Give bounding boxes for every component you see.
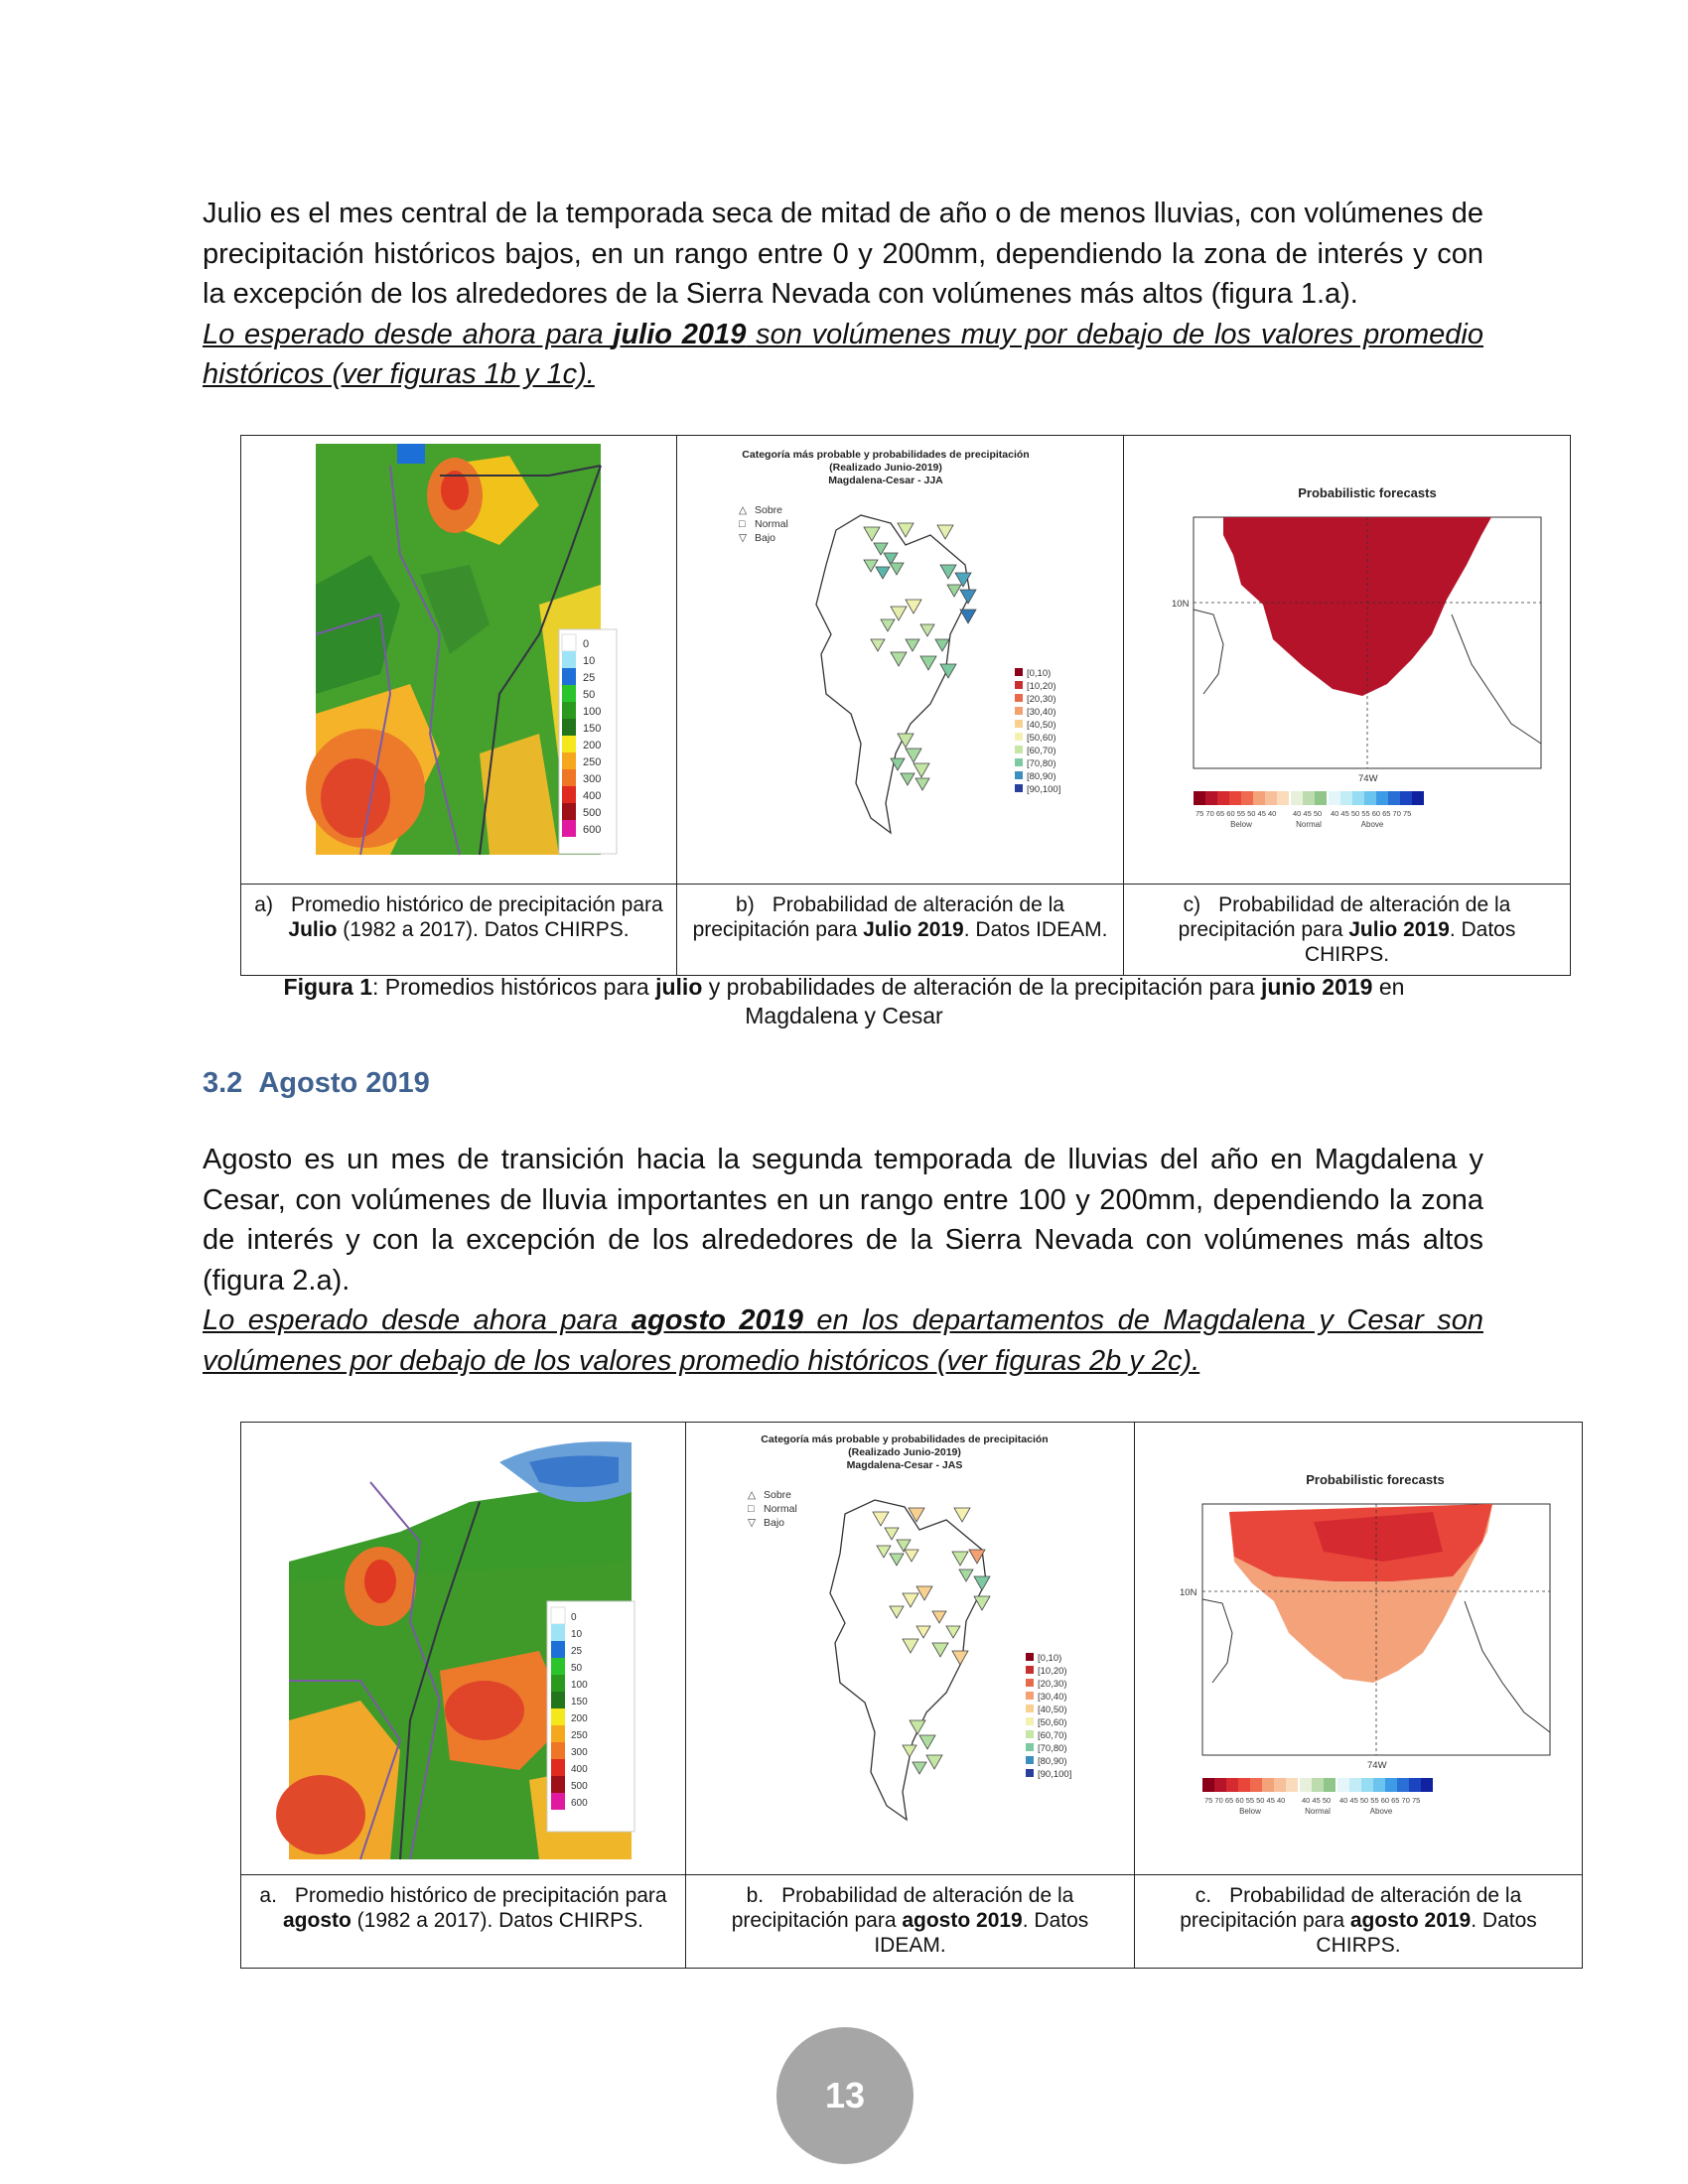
fig1-probabilistic-forecast-map: [1124, 436, 1570, 879]
fig1-b-bin-swatches: [1015, 668, 1023, 792]
fig2-legend-50: 50: [571, 1663, 583, 1674]
fig2-b-title3: Magdalena-Cesar - JAS: [846, 1459, 963, 1471]
fig2-legend-swatches: [551, 1607, 565, 1810]
fig1-legend-10: 10: [583, 655, 596, 667]
fig1-b-bin-1: [10,20): [1027, 681, 1056, 692]
fig2-map-c-cell: [1135, 1423, 1583, 1875]
fig1-legend-500: 500: [583, 807, 602, 819]
fig1-caption-b: b) Probabilidad de alteración de la precipitación para Julio 2019. Datos IDEAM.: [677, 885, 1124, 976]
fig2-b-sym-sobre: Sobre: [764, 1489, 792, 1501]
fig2-b-bin-1: [10,20): [1038, 1666, 1067, 1677]
fig1-legend-25: 25: [583, 672, 596, 684]
fig1-b-sym-normal-icon: □: [739, 518, 746, 530]
fig2-b-bin-3: [30,40): [1038, 1692, 1067, 1703]
figure-1-table: [240, 435, 1571, 976]
fig2-b-sym-bajo-icon: ▽: [748, 1517, 757, 1529]
fig1-b-bin-9: [90,100]: [1027, 784, 1061, 795]
fig2-probability-map-ideam: [686, 1423, 1134, 1869]
fig1-c-below-label: Below: [1230, 820, 1252, 829]
fig2-legend-100: 100: [571, 1680, 588, 1691]
fig2-c-lon: 74W: [1367, 1760, 1387, 1771]
fig1-b-bin-6: [60,70): [1027, 746, 1056, 756]
fig2-c-above-label: Above: [1369, 1807, 1393, 1816]
fig1-b-bin-8: [80,90): [1027, 771, 1056, 782]
fig1-c-lon: 74W: [1358, 773, 1378, 784]
fig2-b-bin-8: [80,90): [1038, 1756, 1067, 1767]
fig1-b-bin-0: [0,10): [1027, 668, 1052, 679]
fig1-b-bin-2: [20,30): [1027, 694, 1056, 705]
fig2-legend-250: 250: [571, 1730, 588, 1741]
fig1-b-bin-4: [40,50): [1027, 720, 1056, 731]
fig1-legend-400: 400: [583, 790, 602, 802]
fig2-b-bin-5: [50,60): [1038, 1717, 1067, 1728]
figure-1-caption: Figura 1: Promedios históricos para julio y probabilidades de alteración de la precipitación para junio 2019 en Magdalena y Cesar: [283, 974, 1405, 1028]
fig2-legend-25: 25: [571, 1646, 583, 1657]
figure-2-table: [240, 1422, 1583, 1969]
fig2-b-sym-sobre-icon: △: [748, 1489, 757, 1501]
fig1-map-c-cell: [1124, 436, 1571, 885]
page-number: 13: [776, 2027, 914, 2164]
fig2-caption-a: a. Promedio histórico de precipitación para agosto (1982 a 2017). Datos CHIRPS.: [241, 1875, 686, 1969]
agosto-text: Agosto es un mes de transición hacia la segunda temporada de lluvias del año en Magdalena y Cesar, con volúmenes de lluvia importantes en un rango entre 100 y 200mm, dependiendo la zona de interés y con la excepción de los alrededores de la Sierra Nevada con volúmenes más altos (figura 2.a).: [203, 1144, 1483, 1297]
fig1-c-lat: 10N: [1172, 599, 1190, 610]
fig1-map-b-cell: [677, 436, 1124, 885]
fig2-c-normal-scale: 40 45 50: [1302, 1796, 1332, 1805]
fig2-b-title1: Categoría más probable y probabilidades de precipitación: [761, 1433, 1049, 1445]
fig1-precip-history-map: [241, 436, 676, 879]
fig1-caption-a: a) Promedio histórico de precipitación para Julio (1982 a 2017). Datos CHIRPS.: [241, 885, 677, 976]
fig2-b-title2: (Realizado Junio-2019): [848, 1446, 961, 1458]
fig2-caption-c: c. Probabilidad de alteración de la precipitación para agosto 2019. Datos CHIRPS.: [1135, 1875, 1583, 1969]
fig2-c-title: Probabilistic forecasts: [1306, 1472, 1445, 1487]
fig1-legend-50: 50: [583, 689, 596, 701]
fig1-b-bin-3: [30,40): [1027, 707, 1056, 718]
fig1-c-above-label: Above: [1360, 820, 1384, 829]
fig1-legend-200: 200: [583, 740, 602, 751]
fig2-b-bin-0: [0,10): [1038, 1653, 1062, 1664]
fig1-legend-600: 600: [583, 824, 602, 836]
fig1-legend-0: 0: [583, 638, 590, 650]
fig2-c-lat: 10N: [1180, 1587, 1197, 1598]
fig2-caption-b: b. Probabilidad de alteración de la precipitación para agosto 2019. Datos IDEAM.: [686, 1875, 1135, 1969]
julio-text: Julio es el mes central de la temporada seca de mitad de año o de menos lluvias, con volúmenes de precipitación históricos bajos, en un rango entre 0 y 200mm, dependiendo la zona de interés y con la excepción de los alrededores de la Sierra Nevada con volúmenes más altos (figura 1.a).: [203, 198, 1483, 310]
fig1-legend-swatches: [562, 634, 576, 837]
fig1-b-sym-normal: Normal: [755, 518, 788, 530]
fig1-legend-150: 150: [583, 723, 602, 735]
fig1-c-below-scale: 75 70 65 60 55 50 45 40: [1196, 809, 1277, 818]
fig1-caption-c: c) Probabilidad de alteración de la precipitación para Julio 2019. Datos CHIRPS.: [1124, 885, 1571, 976]
fig2-b-sym-bajo: Bajo: [764, 1517, 785, 1529]
fig2-c-above-scale: 40 45 50 55 60 65 70 75: [1339, 1796, 1421, 1805]
fig2-map-b-cell: [686, 1423, 1135, 1875]
fig2-precip-history-map: [241, 1423, 685, 1869]
fig2-legend-600: 600: [571, 1798, 588, 1809]
julio-paragraph: [203, 194, 1483, 395]
section-heading-agosto: 3.2 Agosto 2019: [203, 1067, 430, 1099]
fig1-legend-250: 250: [583, 756, 602, 768]
fig1-b-title3: Magdalena-Cesar - JJA: [828, 475, 943, 486]
fig1-legend-100: 100: [583, 706, 602, 718]
fig2-legend-10: 10: [571, 1629, 583, 1640]
fig1-b-sym-sobre: Sobre: [755, 504, 783, 516]
fig2-b-bin-swatches: [1026, 1653, 1034, 1777]
fig2-legend-500: 500: [571, 1781, 588, 1792]
fig2-b-bin-9: [90,100]: [1038, 1769, 1072, 1780]
agosto-paragraph: [203, 1140, 1483, 1381]
fig1-b-sym-bajo: Bajo: [755, 532, 776, 544]
fig2-b-bin-6: [60,70): [1038, 1730, 1067, 1741]
fig2-map-a-cell: [241, 1423, 686, 1875]
fig1-b-bin-7: [70,80): [1027, 758, 1056, 769]
fig2-c-below-label: Below: [1239, 1807, 1261, 1816]
fig1-c-title: Probabilistic forecasts: [1298, 485, 1437, 500]
fig2-legend-400: 400: [571, 1764, 588, 1775]
agosto-expected-text: Lo esperado desde ahora para agosto 2019 en los departamentos de Magdalena y Cesar son volúmenes por debajo de los valores promedio históricos (ver figuras 2b y 2c).: [203, 1304, 1483, 1377]
fig2-b-bin-7: [70,80): [1038, 1743, 1067, 1754]
fig1-c-normal-scale: 40 45 50: [1293, 809, 1323, 818]
fig1-legend-300: 300: [583, 773, 602, 785]
fig2-c-normal-label: Normal: [1305, 1807, 1331, 1816]
fig2-legend-150: 150: [571, 1697, 588, 1707]
fig1-probability-map-ideam: [677, 436, 1123, 879]
fig1-c-colorbar: [1194, 791, 1424, 805]
fig2-c-colorbar: [1202, 1778, 1433, 1792]
fig2-legend-300: 300: [571, 1747, 588, 1758]
fig2-legend-200: 200: [571, 1713, 588, 1724]
fig1-b-title2: (Realizado Junio-2019): [829, 462, 942, 474]
fig1-map-a-cell: [241, 436, 677, 885]
fig2-b-sym-normal-icon: □: [748, 1503, 755, 1515]
fig1-c-normal-label: Normal: [1296, 820, 1322, 829]
fig1-b-bin-5: [50,60): [1027, 733, 1056, 744]
fig2-b-bin-4: [40,50): [1038, 1705, 1067, 1715]
fig1-b-title1: Categoría más probable y probabilidades de precipitación: [742, 449, 1030, 461]
fig2-c-below-scale: 75 70 65 60 55 50 45 40: [1204, 1796, 1286, 1805]
fig1-b-sym-sobre-icon: △: [739, 504, 748, 516]
fig2-b-bin-2: [20,30): [1038, 1679, 1067, 1690]
julio-expected-text: Lo esperado desde ahora para julio 2019 son volúmenes muy por debajo de los valores promedio históricos (ver figuras 1b y 1c).: [203, 318, 1484, 390]
fig1-c-above-scale: 40 45 50 55 60 65 70 75: [1331, 809, 1412, 818]
fig1-b-sym-bajo-icon: ▽: [739, 532, 748, 544]
fig2-probabilistic-forecast-map: [1135, 1423, 1582, 1869]
fig2-b-sym-normal: Normal: [764, 1503, 797, 1515]
fig2-legend-0: 0: [571, 1612, 577, 1623]
